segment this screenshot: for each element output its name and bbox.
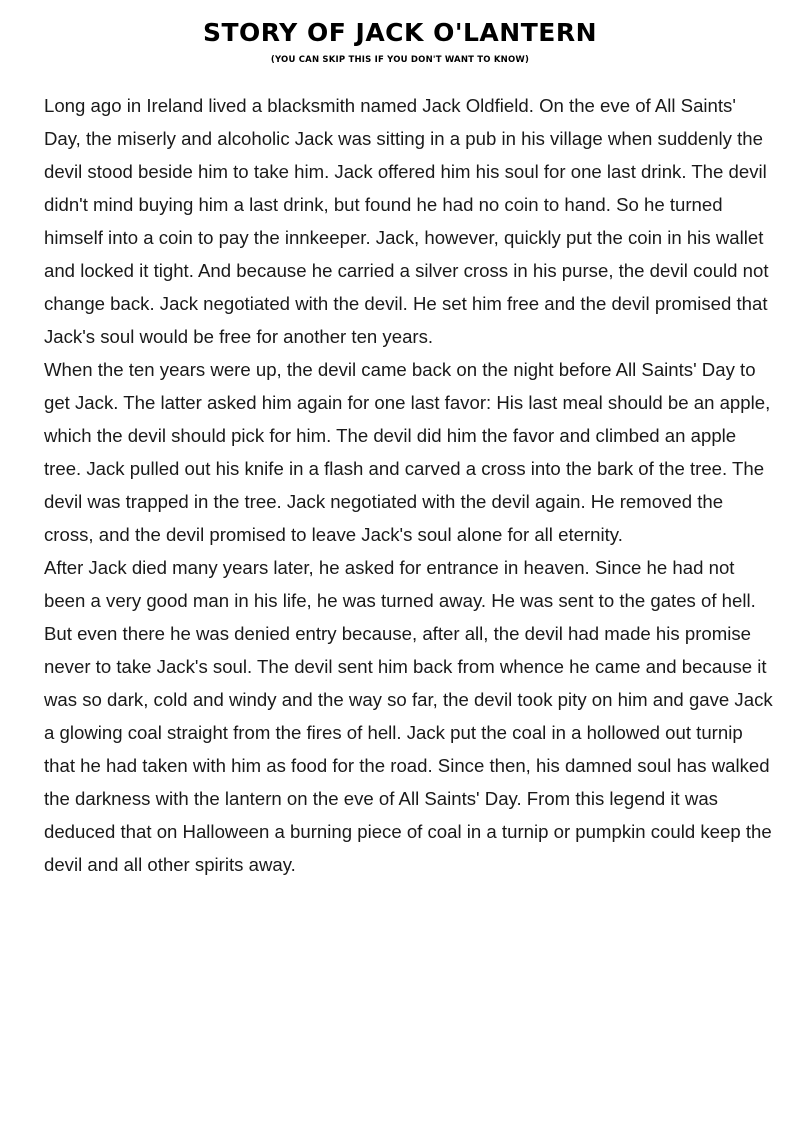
page-subtitle: (YOU CAN SKIP THIS IF YOU DON'T WANT TO KNOW) [270,55,530,65]
paragraph: After Jack died many years later, he asked for entrance in heaven. Since he had not been a very good man in his life, he was turned away. He was sent to the gates of hell. But even there he was denied entry because, after all, the devil had made his promise never to take Jack's soul. The devil sent him back from whence he came and because it was so dark, cold and windy and the way so far, the devil took pity on him and gave Jack a glowing coal straight from the fires of hell. Jack put the coal in a hollowed out turnip that he had taken with him as food for the road. Since then, his damned soul has walked the darkness with the lantern on the eve of All Saints' Day. From this legend it was deduced that on Halloween a burning piece of coal in a turnip or pumpkin could keep the devil and all other spirits away. [44,557,773,875]
story-body [44,89,774,881]
paragraph: Long ago in Ireland lived a blacksmith named Jack Oldfield. On the eve of All Saints' Day, the miserly and alcoholic Jack was sitting in a pub in his village when suddenly the devil stood beside him to take him. Jack offered him his soul for one last drink. The devil didn't mind buying him a last drink, but found he had no coin to hand. So he turned himself into a coin to pay the innkeeper. Jack, however, quickly put the coin in his wallet and locked it tight. And because he carried a silver cross in his purse, the devil could not change back. Jack negotiated with the devil. He set him free and the devil promised that Jack's soul would be free for another ten years. [44,95,769,347]
paragraph: When the ten years were up, the devil came back on the night before All Saints' Day to get Jack. The latter asked him again for one last favor: His last meal should be an apple, which the devil should pick for him. The devil did him the favor and climbed an apple tree. Jack pulled out his knife in a flash and carved a cross into the bark of the tree. The devil was trapped in the tree. Jack negotiated with the devil again. He removed the cross, and the devil promised to leave Jack's soul alone for all eternity. [44,359,771,545]
page-title: STORY OF JACK O'LANTERN [202,18,598,47]
